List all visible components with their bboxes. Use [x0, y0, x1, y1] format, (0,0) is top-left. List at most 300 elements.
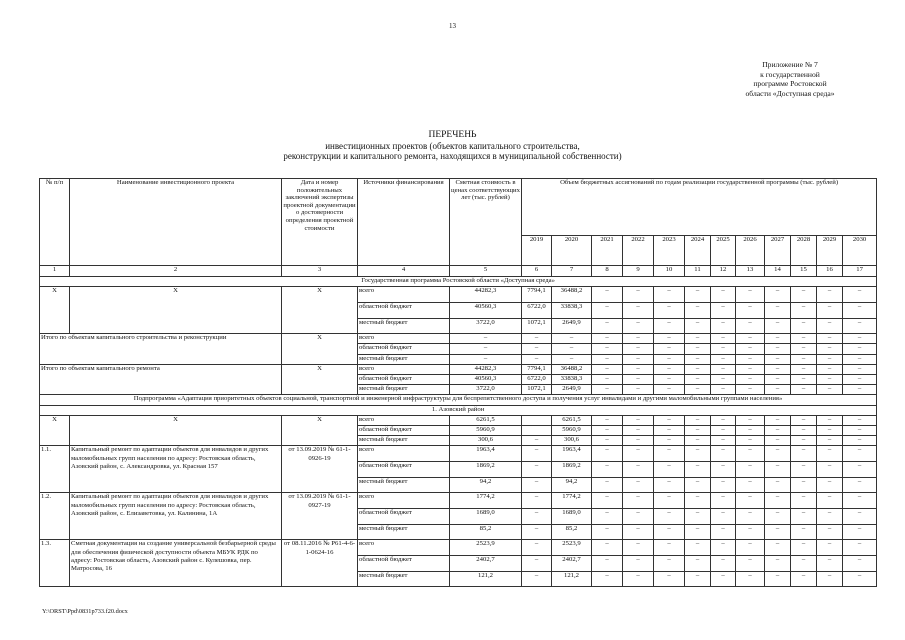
column-number: 15: [791, 266, 817, 277]
amount-dash: –: [765, 374, 791, 384]
amount-dash: –: [592, 385, 623, 395]
amount-dash: –: [654, 540, 685, 556]
amount-dash: –: [711, 302, 736, 318]
amount-dash: –: [817, 354, 843, 364]
amount-dash: –: [736, 446, 765, 462]
amount-dash: –: [791, 385, 817, 395]
table-row: [40, 287, 877, 303]
amount-2019: –: [522, 477, 552, 493]
amount-dash: –: [654, 493, 685, 509]
amount-dash: –: [736, 540, 765, 556]
funding-source: областной бюджет: [358, 302, 450, 318]
amount-2020: 2523,9: [552, 540, 592, 556]
expertise-date: X: [282, 415, 358, 446]
column-number: 6: [522, 266, 552, 277]
amount-dash: –: [623, 493, 654, 509]
amount-dash: –: [765, 461, 791, 477]
amount-dash: –: [654, 555, 685, 571]
amount-dash: –: [623, 334, 654, 344]
funding-source: областной бюджет: [358, 461, 450, 477]
estimated-cost: 40560,3: [450, 374, 522, 384]
amount-dash: –: [623, 436, 654, 446]
amount-dash: –: [711, 318, 736, 334]
amount-dash: –: [736, 287, 765, 303]
estimated-cost: 300,6: [450, 436, 522, 446]
amount-dash: –: [736, 344, 765, 354]
column-number: 5: [450, 266, 522, 277]
expertise-date: X: [282, 364, 358, 395]
amount-dash: –: [765, 318, 791, 334]
amount-dash: –: [654, 287, 685, 303]
column-number: 11: [685, 266, 711, 277]
amount-dash: –: [685, 364, 711, 374]
amount-dash: –: [685, 344, 711, 354]
amount-2020: 36488,2: [552, 364, 592, 374]
amount-dash: –: [685, 318, 711, 334]
amount-dash: –: [592, 415, 623, 425]
amount-dash: –: [623, 508, 654, 524]
total-construction-label: Итого по объектам капитального строительства и реконструкции: [40, 334, 282, 365]
amount-dash: –: [791, 334, 817, 344]
amount-2019: –: [522, 344, 552, 354]
amount-dash: –: [592, 524, 623, 540]
amount-dash: –: [791, 461, 817, 477]
column-number: 10: [654, 266, 685, 277]
amount-2019: [522, 415, 552, 425]
column-number: 2: [70, 266, 282, 277]
estimated-cost: –: [450, 344, 522, 354]
amount-2019: –: [522, 354, 552, 364]
amount-dash: –: [843, 540, 877, 556]
amount-dash: –: [711, 334, 736, 344]
amount-2019: –: [522, 334, 552, 344]
amount-2019: –: [522, 493, 552, 509]
amount-dash: –: [623, 385, 654, 395]
amount-dash: –: [685, 571, 711, 587]
amount-dash: –: [765, 477, 791, 493]
amount-dash: –: [817, 334, 843, 344]
amount-2019: –: [522, 540, 552, 556]
amount-dash: –: [654, 364, 685, 374]
amount-dash: –: [592, 374, 623, 384]
title-line: реконструкции и капитального ремонта, находящихся в муниципальной собственности): [283, 151, 622, 162]
amount-dash: –: [736, 334, 765, 344]
amount-dash: –: [791, 374, 817, 384]
amount-dash: –: [711, 571, 736, 587]
title-heading: ПЕРЕЧЕНЬ: [428, 130, 477, 140]
amount-dash: –: [711, 540, 736, 556]
amount-dash: –: [654, 446, 685, 462]
estimated-cost: 44282,3: [450, 364, 522, 374]
amount-dash: –: [685, 354, 711, 364]
amount-dash: –: [711, 436, 736, 446]
amount-2020: 1869,2: [552, 461, 592, 477]
amount-2020: –: [552, 354, 592, 364]
funding-source: всего: [358, 415, 450, 425]
estimated-cost: –: [450, 334, 522, 344]
amount-dash: –: [654, 318, 685, 334]
amount-dash: –: [685, 477, 711, 493]
amount-dash: –: [685, 436, 711, 446]
amount-dash: –: [791, 302, 817, 318]
amount-dash: –: [791, 508, 817, 524]
page-number: 13: [449, 22, 456, 30]
amount-dash: –: [736, 493, 765, 509]
amount-dash: –: [623, 287, 654, 303]
amount-dash: –: [791, 287, 817, 303]
year-2022: 2022: [623, 235, 654, 265]
funding-source: областной бюджет: [358, 425, 450, 435]
project-name: Капитальный ремонт по адаптации объектов для инвалидов и других маломобильных групп населения по адресу: Ростовская область, Азовский район, с. Елизаветовка, ул. Калинина, 1А: [70, 493, 282, 540]
amount-dash: –: [791, 540, 817, 556]
amount-dash: –: [843, 364, 877, 374]
estimated-cost: 1963,4: [450, 446, 522, 462]
amount-dash: –: [592, 446, 623, 462]
amount-dash: –: [623, 524, 654, 540]
amount-dash: –: [791, 364, 817, 374]
column-number: 17: [843, 266, 877, 277]
header-volume: Объем бюджетных ассигнований по годам реализации государственной программы (тыс. рублей): [522, 179, 877, 236]
amount-dash: –: [765, 287, 791, 303]
amount-dash: –: [843, 354, 877, 364]
amount-2019: 1072,1: [522, 385, 552, 395]
header-date: Дата и номер положительных заключений экспертизы проектной документации о достоверности определения проектной стоимости: [282, 179, 358, 266]
amount-dash: –: [817, 446, 843, 462]
funding-source: местный бюджет: [358, 477, 450, 493]
expertise-date: от 13.09.2019 № 61-1-0927-19: [282, 493, 358, 540]
amount-dash: –: [765, 354, 791, 364]
column-number-row: [40, 266, 877, 277]
amount-2020: 85,2: [552, 524, 592, 540]
amount-dash: –: [791, 318, 817, 334]
amount-dash: –: [592, 302, 623, 318]
funding-source: местный бюджет: [358, 436, 450, 446]
amount-dash: –: [791, 555, 817, 571]
amount-dash: –: [843, 287, 877, 303]
column-number: 7: [552, 266, 592, 277]
amount-dash: –: [791, 571, 817, 587]
estimated-cost: 44282,3: [450, 287, 522, 303]
annex-line: программе Ростовской: [753, 79, 827, 89]
row-num: 1.2.: [40, 493, 70, 540]
estimated-cost: 94,2: [450, 477, 522, 493]
amount-dash: –: [843, 302, 877, 318]
amount-dash: –: [592, 425, 623, 435]
amount-dash: –: [623, 344, 654, 354]
amount-2019: –: [522, 571, 552, 587]
funding-source: всего: [358, 287, 450, 303]
amount-dash: –: [843, 571, 877, 587]
column-number: 12: [711, 266, 736, 277]
amount-dash: –: [654, 461, 685, 477]
amount-dash: –: [592, 571, 623, 587]
amount-dash: –: [843, 436, 877, 446]
amount-dash: –: [711, 364, 736, 374]
amount-dash: –: [711, 385, 736, 395]
year-2028: 2028: [791, 235, 817, 265]
amount-dash: –: [817, 477, 843, 493]
program-title: Государственная программа Ростовской области «Доступная среда»: [40, 277, 877, 287]
amount-dash: –: [765, 385, 791, 395]
amount-dash: –: [685, 446, 711, 462]
estimated-cost: 1774,2: [450, 493, 522, 509]
year-2019: 2019: [522, 235, 552, 265]
table-header-row: [40, 179, 877, 236]
amount-dash: –: [654, 477, 685, 493]
amount-dash: –: [843, 461, 877, 477]
estimated-cost: 6261,5: [450, 415, 522, 425]
funding-source: всего: [358, 334, 450, 344]
estimated-cost: 3722,0: [450, 385, 522, 395]
amount-dash: –: [592, 334, 623, 344]
amount-dash: –: [843, 344, 877, 354]
district-title: 1. Азовский район: [40, 405, 877, 415]
amount-dash: –: [843, 508, 877, 524]
estimated-cost: 1869,2: [450, 461, 522, 477]
amount-dash: –: [765, 344, 791, 354]
amount-dash: –: [817, 385, 843, 395]
subprogram-title: Подпрограмма «Адаптация приоритетных объектов социальной, транспортной и инженерной инфраструктуры для беспрепятственного доступа и получения услуг инвалидами и другими маломобильными группами населения»: [40, 395, 877, 405]
amount-dash: –: [685, 334, 711, 344]
amount-dash: –: [817, 508, 843, 524]
amount-dash: –: [736, 364, 765, 374]
amount-dash: –: [685, 425, 711, 435]
amount-dash: –: [592, 364, 623, 374]
amount-dash: –: [623, 318, 654, 334]
amount-dash: –: [765, 540, 791, 556]
amount-dash: –: [711, 287, 736, 303]
year-2029: 2029: [817, 235, 843, 265]
amount-dash: –: [843, 415, 877, 425]
amount-dash: –: [654, 571, 685, 587]
amount-dash: –: [711, 508, 736, 524]
estimated-cost: –: [450, 354, 522, 364]
amount-dash: –: [817, 318, 843, 334]
funding-source: областной бюджет: [358, 508, 450, 524]
amount-dash: –: [765, 364, 791, 374]
amount-dash: –: [736, 374, 765, 384]
header-source: Источники финансирования: [358, 179, 450, 266]
amount-dash: –: [765, 508, 791, 524]
amount-dash: –: [736, 385, 765, 395]
project-name: Сметная документация на создание универсальной безбарьерной среды для обеспечения физической доступности объекта МБУК РДК по адресу: Ростовская область, Азовский район с. Кулешовка, пер. Матросова, 16: [70, 540, 282, 587]
amount-dash: –: [817, 540, 843, 556]
amount-dash: –: [685, 493, 711, 509]
amount-dash: –: [791, 524, 817, 540]
amount-dash: –: [736, 555, 765, 571]
amount-dash: –: [765, 334, 791, 344]
amount-dash: –: [623, 571, 654, 587]
amount-dash: –: [711, 477, 736, 493]
amount-dash: –: [736, 425, 765, 435]
amount-dash: –: [685, 508, 711, 524]
amount-dash: –: [817, 461, 843, 477]
amount-dash: –: [685, 385, 711, 395]
column-number: 1: [40, 266, 70, 277]
amount-dash: –: [592, 287, 623, 303]
amount-dash: –: [736, 477, 765, 493]
annex-line: Приложение № 7: [762, 60, 818, 69]
amount-dash: –: [765, 302, 791, 318]
amount-dash: –: [843, 446, 877, 462]
amount-dash: –: [711, 354, 736, 364]
annex-line: области «Доступная среда»: [745, 88, 835, 98]
amount-dash: –: [736, 436, 765, 446]
funding-source: областной бюджет: [358, 344, 450, 354]
amount-2019: –: [522, 436, 552, 446]
amount-dash: –: [765, 425, 791, 435]
amount-2019: 7794,1: [522, 287, 552, 303]
amount-dash: –: [765, 446, 791, 462]
table-row: [40, 334, 877, 344]
funding-source: областной бюджет: [358, 374, 450, 384]
amount-dash: –: [817, 302, 843, 318]
funding-source: всего: [358, 540, 450, 556]
amount-dash: –: [711, 493, 736, 509]
table-row: [40, 364, 877, 374]
year-2026: 2026: [736, 235, 765, 265]
annex-line: к государственной: [760, 69, 820, 79]
amount-dash: –: [592, 508, 623, 524]
amount-dash: –: [791, 425, 817, 435]
amount-dash: –: [791, 436, 817, 446]
district-title-row: [40, 405, 877, 415]
year-2025: 2025: [711, 235, 736, 265]
estimated-cost: 2402,7: [450, 555, 522, 571]
estimated-cost: 85,2: [450, 524, 522, 540]
amount-dash: –: [817, 344, 843, 354]
funding-source: местный бюджет: [358, 354, 450, 364]
project-name: X: [70, 287, 282, 334]
amount-dash: –: [765, 555, 791, 571]
amount-dash: –: [592, 344, 623, 354]
amount-dash: –: [654, 508, 685, 524]
amount-2020: 121,2: [552, 571, 592, 587]
amount-dash: –: [711, 425, 736, 435]
column-number: 14: [765, 266, 791, 277]
funding-source: всего: [358, 446, 450, 462]
amount-dash: –: [817, 287, 843, 303]
expertise-date: X: [282, 334, 358, 365]
amount-dash: –: [654, 436, 685, 446]
amount-dash: –: [736, 571, 765, 587]
column-number: 8: [592, 266, 623, 277]
annex-note: [700, 60, 880, 98]
amount-dash: –: [654, 354, 685, 364]
amount-dash: –: [791, 477, 817, 493]
amount-dash: –: [654, 425, 685, 435]
amount-dash: –: [654, 302, 685, 318]
amount-dash: –: [592, 555, 623, 571]
amount-dash: –: [817, 555, 843, 571]
amount-dash: –: [592, 493, 623, 509]
project-name: X: [70, 415, 282, 446]
funding-source: местный бюджет: [358, 385, 450, 395]
amount-2019: 6722,0: [522, 374, 552, 384]
amount-dash: –: [843, 555, 877, 571]
amount-dash: –: [711, 374, 736, 384]
amount-dash: –: [791, 354, 817, 364]
amount-dash: –: [843, 318, 877, 334]
funding-source: всего: [358, 493, 450, 509]
amount-dash: –: [817, 524, 843, 540]
amount-dash: –: [623, 461, 654, 477]
amount-dash: –: [654, 374, 685, 384]
amount-dash: –: [736, 461, 765, 477]
amount-dash: –: [843, 334, 877, 344]
amount-dash: –: [592, 436, 623, 446]
amount-dash: –: [843, 524, 877, 540]
table-row: [40, 446, 877, 462]
amount-dash: –: [843, 374, 877, 384]
year-2030: 2030: [843, 235, 877, 265]
footer-path: Y:\ORST\Ppd\0831p733.f20.docx: [42, 608, 128, 615]
amount-2020: 300,6: [552, 436, 592, 446]
amount-dash: –: [654, 415, 685, 425]
year-2027: 2027: [765, 235, 791, 265]
amount-dash: –: [791, 415, 817, 425]
amount-2020: 1963,4: [552, 446, 592, 462]
year-2020: 2020: [552, 235, 592, 265]
estimated-cost: 1689,0: [450, 508, 522, 524]
amount-2020: 33838,3: [552, 374, 592, 384]
amount-2020: 36488,2: [552, 287, 592, 303]
amount-2019: 1072,1: [522, 318, 552, 334]
amount-dash: –: [817, 425, 843, 435]
investment-table: [39, 178, 877, 587]
year-2023: 2023: [654, 235, 685, 265]
amount-dash: –: [843, 425, 877, 435]
amount-2019: [522, 425, 552, 435]
amount-2020: 2649,9: [552, 318, 592, 334]
row-num: 1.1.: [40, 446, 70, 493]
amount-dash: –: [791, 446, 817, 462]
amount-dash: –: [736, 318, 765, 334]
program-title-row: [40, 277, 877, 287]
amount-dash: –: [736, 524, 765, 540]
amount-dash: –: [711, 524, 736, 540]
estimated-cost: 3722,0: [450, 318, 522, 334]
amount-dash: –: [685, 524, 711, 540]
column-number: 13: [736, 266, 765, 277]
amount-dash: –: [843, 385, 877, 395]
amount-dash: –: [817, 415, 843, 425]
row-num: X: [40, 287, 70, 334]
amount-2020: 2402,7: [552, 555, 592, 571]
estimated-cost: 40560,3: [450, 302, 522, 318]
amount-2019: –: [522, 508, 552, 524]
amount-dash: –: [711, 415, 736, 425]
year-2021: 2021: [592, 235, 623, 265]
amount-dash: –: [711, 461, 736, 477]
amount-dash: –: [817, 374, 843, 384]
amount-dash: –: [623, 425, 654, 435]
amount-dash: –: [654, 334, 685, 344]
year-2024: 2024: [685, 235, 711, 265]
funding-source: областной бюджет: [358, 555, 450, 571]
amount-dash: –: [736, 302, 765, 318]
estimated-cost: 5960,9: [450, 425, 522, 435]
column-number: 4: [358, 266, 450, 277]
amount-dash: –: [843, 477, 877, 493]
amount-dash: –: [817, 571, 843, 587]
column-number: 3: [282, 266, 358, 277]
amount-2019: 6722,0: [522, 302, 552, 318]
column-number: 16: [817, 266, 843, 277]
amount-dash: –: [736, 415, 765, 425]
header-name: Наименование инвестиционного проекта: [70, 179, 282, 266]
amount-dash: –: [654, 524, 685, 540]
